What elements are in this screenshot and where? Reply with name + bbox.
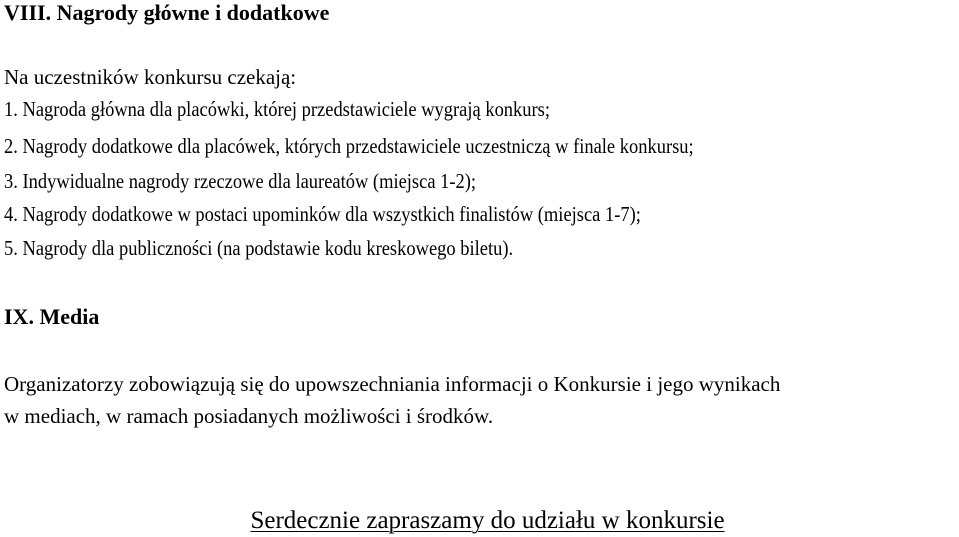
prize-list-item: 1. Nagroda główna dla placówki, której przedstawiciele wygrają konkurs; — [4, 97, 551, 121]
section-viii-heading: VIII. Nagrody główne i dodatkowe — [4, 0, 330, 25]
section-viii-intro: Na uczestników konkursu czekają: — [4, 65, 297, 89]
closing-invitation-text: Serdecznie zapraszamy do udziału w konkursie — [250, 507, 725, 534]
prize-list-item: 2. Nagrody dodatkowe dla placówek, których przedstawiciele uczestniczą w finale konkursu; — [4, 134, 694, 158]
closing-invitation — [0, 508, 959, 533]
prize-list-item: 3. Indywidualne nagrody rzeczowe dla laureatów (miejsca 1-2); — [4, 169, 477, 193]
prize-list-item: 4. Nagrody dodatkowe w postaci upominków dla wszystkich finalistów (miejsca 1-7); — [4, 202, 641, 226]
media-paragraph-line: Organizatorzy zobowiązują się do upowszechniania informacji o Konkursie i jego wynikach — [4, 372, 781, 396]
section-ix-heading: IX. Media — [4, 304, 100, 329]
prize-list-item: 5. Nagrody dla publiczności (na podstawie kodu kreskowego biletu). — [4, 236, 514, 260]
media-paragraph-line: w mediach, w ramach posiadanych możliwości i środków. — [4, 404, 494, 428]
